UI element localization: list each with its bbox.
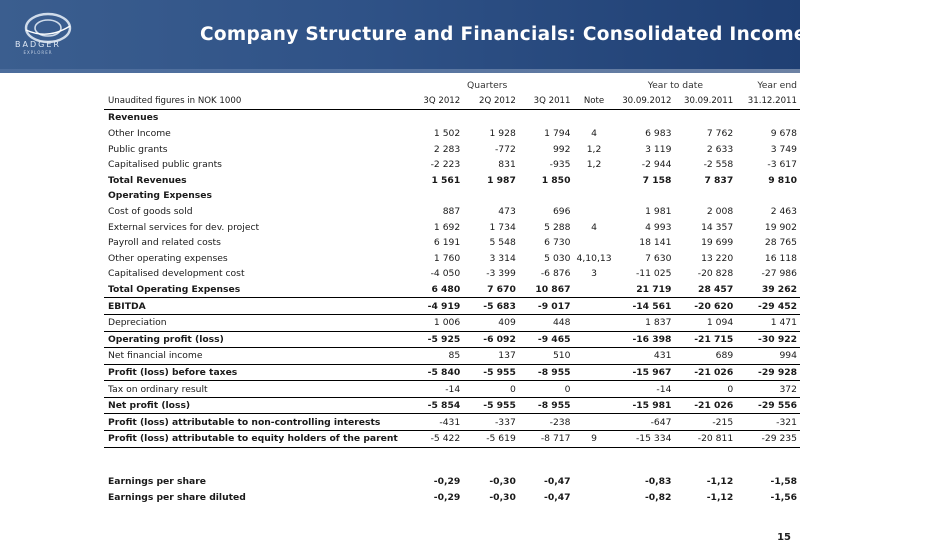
cell-q3-2011: 1 850 xyxy=(541,174,571,186)
cell-ytd-2011: 1 094 xyxy=(674,314,736,331)
cell-note xyxy=(573,348,614,365)
table-row xyxy=(104,282,800,298)
cell-q3-2011: -0,47 xyxy=(544,475,571,487)
cell-q2-2012: 1 734 xyxy=(489,221,516,233)
cell-ytd-2011: 689 xyxy=(674,348,736,365)
cell-note xyxy=(573,489,614,505)
cell-q2-2012: 3 314 xyxy=(489,252,516,264)
cell-ye-2011: 2 463 xyxy=(770,206,797,218)
cell-note xyxy=(573,298,614,315)
cell-q3-2012: -0,29 xyxy=(433,475,461,487)
cell-ytd-2011: -1,12 xyxy=(706,491,734,503)
cell-ytd-2011: 0 xyxy=(674,381,736,398)
cell-note: 4 xyxy=(591,128,597,140)
row-label: Net profit (loss) xyxy=(104,397,401,414)
cell-q3-2012: -5 422 xyxy=(401,431,463,448)
cell-ytd-2012: 1 837 xyxy=(615,314,675,331)
row-label: Cost of goods sold xyxy=(108,206,193,218)
row-label: Net financial income xyxy=(104,348,401,365)
cell-q3-2012: -2 223 xyxy=(430,159,461,171)
cell-ye-2011: -321 xyxy=(736,414,800,431)
cell-ytd-2011: -2 558 xyxy=(703,159,734,171)
cell-q2-2012: -337 xyxy=(463,414,519,431)
cell-q3-2012: -5 854 xyxy=(401,397,463,414)
cell-q3-2011 xyxy=(519,188,574,204)
cell-q3-2011: -0,47 xyxy=(544,491,571,503)
cell-q2-2012: -5 955 xyxy=(463,397,519,414)
cell-ytd-2011: 7 837 xyxy=(704,174,734,186)
cell-ye-2011: 9 678 xyxy=(770,128,797,140)
cell-ytd-2012: -11 025 xyxy=(635,268,672,280)
cell-ytd-2011: 7 762 xyxy=(706,128,734,140)
cell-ytd-2012: 3 119 xyxy=(645,143,672,155)
col-3q-2012: 3Q 2012 xyxy=(401,94,463,110)
row-label: EBITDA xyxy=(104,298,401,315)
cell-ytd-2011: 2 633 xyxy=(706,143,734,155)
cell-q3-2012: 6 191 xyxy=(433,237,461,249)
cell-ytd-2012: -0,83 xyxy=(644,475,672,487)
cell-note: 3 xyxy=(591,268,597,280)
cell-ytd-2012: 7 630 xyxy=(645,252,672,264)
cell-ytd-2012: -14 xyxy=(615,381,675,398)
cell-q2-2012: -5 955 xyxy=(463,364,519,381)
cell-ytd-2012: 1 981 xyxy=(645,206,672,218)
cell-ye-2011: 19 902 xyxy=(764,221,797,233)
cell-ytd-2012: 18 141 xyxy=(639,237,672,249)
column-header-row xyxy=(104,94,800,110)
cell-q3-2012: 1 561 xyxy=(431,174,461,186)
cell-note: 4,10,13 xyxy=(576,252,612,264)
cell-q3-2012: 85 xyxy=(401,348,463,365)
cell-q3-2012 xyxy=(401,110,463,126)
cell-note xyxy=(573,173,614,189)
table-row xyxy=(104,141,800,157)
row-label: Capitalised public grants xyxy=(108,159,222,171)
table-row xyxy=(104,235,800,251)
cell-note xyxy=(573,110,614,126)
group-quarters: Quarters xyxy=(467,80,508,92)
cell-q3-2011: -9 017 xyxy=(519,298,574,315)
cell-q3-2011: -935 xyxy=(549,159,571,171)
cell-q2-2012: 0 xyxy=(463,381,519,398)
cell-ytd-2011: -20 828 xyxy=(697,268,734,280)
table-row xyxy=(104,381,800,398)
cell-ye-2011: -29 235 xyxy=(736,431,800,448)
cell-q3-2011: 0 xyxy=(519,381,574,398)
cell-ytd-2011: 19 699 xyxy=(701,237,734,249)
cell-ytd-2012: -15 334 xyxy=(615,431,675,448)
cell-q3-2012: 1 760 xyxy=(433,252,461,264)
cell-q2-2012: 137 xyxy=(463,348,519,365)
page-number: 15 xyxy=(777,532,791,543)
table-row xyxy=(104,414,800,431)
cell-q3-2012: -431 xyxy=(401,414,463,431)
cell-ye-2011: -3 617 xyxy=(767,159,797,171)
cell-ye-2011: -29 556 xyxy=(736,397,800,414)
unaudited-note: Unaudited figures in NOK 1000 xyxy=(104,94,401,110)
col-3q-2011: 3Q 2011 xyxy=(519,94,574,110)
table-row xyxy=(104,266,800,282)
cell-ye-2011: -30 922 xyxy=(736,331,800,348)
table-row xyxy=(104,348,800,365)
col-note: Note xyxy=(573,94,614,110)
cell-q2-2012: 5 548 xyxy=(489,237,516,249)
cell-note: 4 xyxy=(591,221,597,233)
cell-ytd-2012: -647 xyxy=(615,414,675,431)
row-label: Operating Expenses xyxy=(108,190,212,202)
col-2q-2012: 2Q 2012 xyxy=(463,94,519,110)
cell-ye-2011: 3 749 xyxy=(770,143,797,155)
cell-q3-2012 xyxy=(401,188,463,204)
cell-note xyxy=(573,364,614,381)
cell-ytd-2011 xyxy=(674,188,736,204)
cell-q3-2012: 1 006 xyxy=(401,314,463,331)
cell-q3-2012: -4 919 xyxy=(401,298,463,315)
cell-q2-2012: -5 683 xyxy=(463,298,519,315)
cell-q2-2012: -3 399 xyxy=(486,268,516,280)
cell-q3-2011: -8 955 xyxy=(519,364,574,381)
table-row xyxy=(104,397,800,414)
logo-wordmark: BADGER xyxy=(15,40,61,49)
table-row xyxy=(104,219,800,235)
cell-note xyxy=(573,474,614,490)
table-row xyxy=(104,364,800,381)
cell-ytd-2012: -15 967 xyxy=(615,364,675,381)
row-label: Capitalised development cost xyxy=(108,268,245,280)
cell-q2-2012: -0,30 xyxy=(489,475,516,487)
cell-q3-2012: 1 502 xyxy=(433,128,461,140)
row-label: External services for dev. project xyxy=(108,221,260,233)
cell-ytd-2011: -21 026 xyxy=(674,397,736,414)
cell-q2-2012: 1 987 xyxy=(487,174,516,186)
cell-q3-2012: -5 925 xyxy=(401,331,463,348)
cell-ye-2011 xyxy=(736,188,800,204)
table-row xyxy=(104,126,800,142)
row-label: Other operating expenses xyxy=(108,252,228,264)
cell-note xyxy=(573,314,614,331)
cell-ytd-2012: 6 983 xyxy=(645,128,672,140)
row-label: Revenues xyxy=(108,112,159,124)
cell-ytd-2012: -0,82 xyxy=(644,491,672,503)
cell-q3-2011 xyxy=(519,110,574,126)
row-label: Depreciation xyxy=(104,314,401,331)
cell-q2-2012: -6 092 xyxy=(463,331,519,348)
cell-ytd-2011: 13 220 xyxy=(701,252,734,264)
cell-q2-2012 xyxy=(463,110,519,126)
cell-ytd-2011: -21 715 xyxy=(674,331,736,348)
cell-q3-2011: -6 876 xyxy=(540,268,571,280)
row-label: Profit (loss) attributable to equity holders of the parent xyxy=(104,431,401,448)
cell-note xyxy=(573,397,614,414)
cell-q3-2011: 5 030 xyxy=(544,252,571,264)
table-row xyxy=(104,173,800,189)
cell-q2-2012: -5 619 xyxy=(463,431,519,448)
badger-logo-icon xyxy=(10,6,86,66)
cell-ye-2011: 39 262 xyxy=(761,284,797,296)
cell-q3-2011: 1 794 xyxy=(544,128,571,140)
cell-q3-2012: 887 xyxy=(442,206,461,218)
row-label: Total Revenues xyxy=(108,174,187,186)
row-label: Public grants xyxy=(108,143,168,155)
cell-ytd-2011: -215 xyxy=(674,414,736,431)
table-row xyxy=(104,188,800,204)
cell-ytd-2012 xyxy=(615,110,675,126)
cell-q2-2012: 473 xyxy=(498,206,516,218)
cell-q2-2012: 1 928 xyxy=(489,128,516,140)
cell-ye-2011: 372 xyxy=(736,381,800,398)
table-row xyxy=(104,157,800,173)
cell-ye-2011: -27 986 xyxy=(761,268,797,280)
cell-ytd-2012: 4 993 xyxy=(645,221,672,233)
cell-ytd-2011: 14 357 xyxy=(701,221,734,233)
row-label: Other Income xyxy=(108,128,171,140)
row-label: Payroll and related costs xyxy=(108,237,221,249)
cell-q3-2011: -8 717 xyxy=(519,431,574,448)
cell-note xyxy=(573,331,614,348)
cell-ytd-2012: -2 944 xyxy=(641,159,672,171)
cell-q3-2012: 6 480 xyxy=(431,284,461,296)
table-row xyxy=(104,331,800,348)
cell-q3-2012: -5 840 xyxy=(401,364,463,381)
income-statement-table xyxy=(104,78,800,505)
cell-q3-2011: -8 955 xyxy=(519,397,574,414)
cell-note xyxy=(573,235,614,251)
cell-ytd-2012: -15 981 xyxy=(615,397,675,414)
cell-q3-2011: 6 730 xyxy=(544,237,571,249)
cell-ytd-2011 xyxy=(674,110,736,126)
table-row xyxy=(104,474,800,490)
cell-q3-2012: -4 050 xyxy=(430,268,461,280)
cell-note xyxy=(573,204,614,220)
cell-note xyxy=(573,414,614,431)
cell-ye-2011: -1,56 xyxy=(770,491,797,503)
cell-q3-2011: -238 xyxy=(519,414,574,431)
cell-q2-2012: 409 xyxy=(463,314,519,331)
cell-ye-2011: 28 765 xyxy=(764,237,797,249)
table-row xyxy=(104,204,800,220)
table-row xyxy=(104,489,800,505)
cell-note: 1,2 xyxy=(586,159,602,171)
cell-q3-2011: 992 xyxy=(552,143,571,155)
cell-q2-2012: -0,30 xyxy=(489,491,516,503)
logo-subtext: EXPLORER xyxy=(23,50,53,55)
row-label: Profit (loss) before taxes xyxy=(104,364,401,381)
header-banner xyxy=(0,0,926,73)
cell-note xyxy=(573,188,614,204)
cell-ytd-2012 xyxy=(615,188,675,204)
cell-q3-2011: 10 867 xyxy=(535,284,571,296)
cell-ytd-2012: 431 xyxy=(615,348,675,365)
cell-q2-2012: 831 xyxy=(498,159,516,171)
cell-ye-2011 xyxy=(736,110,800,126)
group-year-to-date: Year to date xyxy=(647,80,703,92)
spacer-row xyxy=(104,447,800,474)
cell-ytd-2012: 21 719 xyxy=(636,284,672,296)
cell-ytd-2011: 2 008 xyxy=(706,206,734,218)
cell-ye-2011: 994 xyxy=(736,348,800,365)
cell-ytd-2011: -21 026 xyxy=(674,364,736,381)
cell-note xyxy=(573,282,614,298)
table-row xyxy=(104,431,800,448)
row-label: Operating profit (loss) xyxy=(104,331,401,348)
col-ytd-2011: 30.09.2011 xyxy=(674,94,736,110)
row-label: Profit (loss) attributable to non-controlling interests xyxy=(104,414,401,431)
cell-q3-2011: 5 288 xyxy=(544,221,571,233)
cell-q3-2011: 448 xyxy=(519,314,574,331)
table-row xyxy=(104,314,800,331)
cell-ytd-2012: 7 158 xyxy=(642,174,672,186)
group-year-end: Year end xyxy=(757,80,797,92)
cell-ytd-2011: -1,12 xyxy=(706,475,734,487)
row-label: Earnings per share diluted xyxy=(108,491,246,503)
cell-q2-2012: 7 670 xyxy=(487,284,516,296)
cell-ytd-2011: 28 457 xyxy=(698,284,734,296)
table-row xyxy=(104,298,800,315)
col-ye-2011: 31.12.2011 xyxy=(736,94,800,110)
cell-note xyxy=(573,381,614,398)
cell-q3-2012: -14 xyxy=(401,381,463,398)
cell-ye-2011: 16 118 xyxy=(764,252,797,264)
row-label: Earnings per share xyxy=(108,475,206,487)
cell-q3-2011: 696 xyxy=(552,206,571,218)
cell-q2-2012 xyxy=(463,188,519,204)
cell-ye-2011: -29 452 xyxy=(736,298,800,315)
page-title: Company Structure and Financials: Consolidated Income Statement xyxy=(200,24,926,45)
cell-ytd-2011: -20 811 xyxy=(674,431,736,448)
cell-ye-2011: 9 810 xyxy=(768,174,797,186)
cell-note: 1,2 xyxy=(586,143,602,155)
table-row xyxy=(104,110,800,126)
group-header-row xyxy=(104,78,800,94)
cell-q3-2012: -0,29 xyxy=(433,491,461,503)
col-ytd-2012: 30.09.2012 xyxy=(615,94,675,110)
cell-ye-2011: 1 471 xyxy=(736,314,800,331)
cell-q3-2012: 1 692 xyxy=(433,221,461,233)
cell-q3-2012: 2 283 xyxy=(433,143,461,155)
cell-ytd-2012: -16 398 xyxy=(615,331,675,348)
cell-ye-2011: -1,58 xyxy=(770,475,797,487)
cell-q3-2011: -9 465 xyxy=(519,331,574,348)
cell-q2-2012: -772 xyxy=(494,143,516,155)
cell-ytd-2012: -14 561 xyxy=(615,298,675,315)
row-label: Total Operating Expenses xyxy=(108,284,241,296)
cell-ytd-2011: -20 620 xyxy=(674,298,736,315)
cell-ye-2011: -29 928 xyxy=(736,364,800,381)
cell-q3-2011: 510 xyxy=(519,348,574,365)
row-label: Tax on ordinary result xyxy=(104,381,401,398)
table-row xyxy=(104,251,800,267)
cell-note: 9 xyxy=(573,431,614,448)
